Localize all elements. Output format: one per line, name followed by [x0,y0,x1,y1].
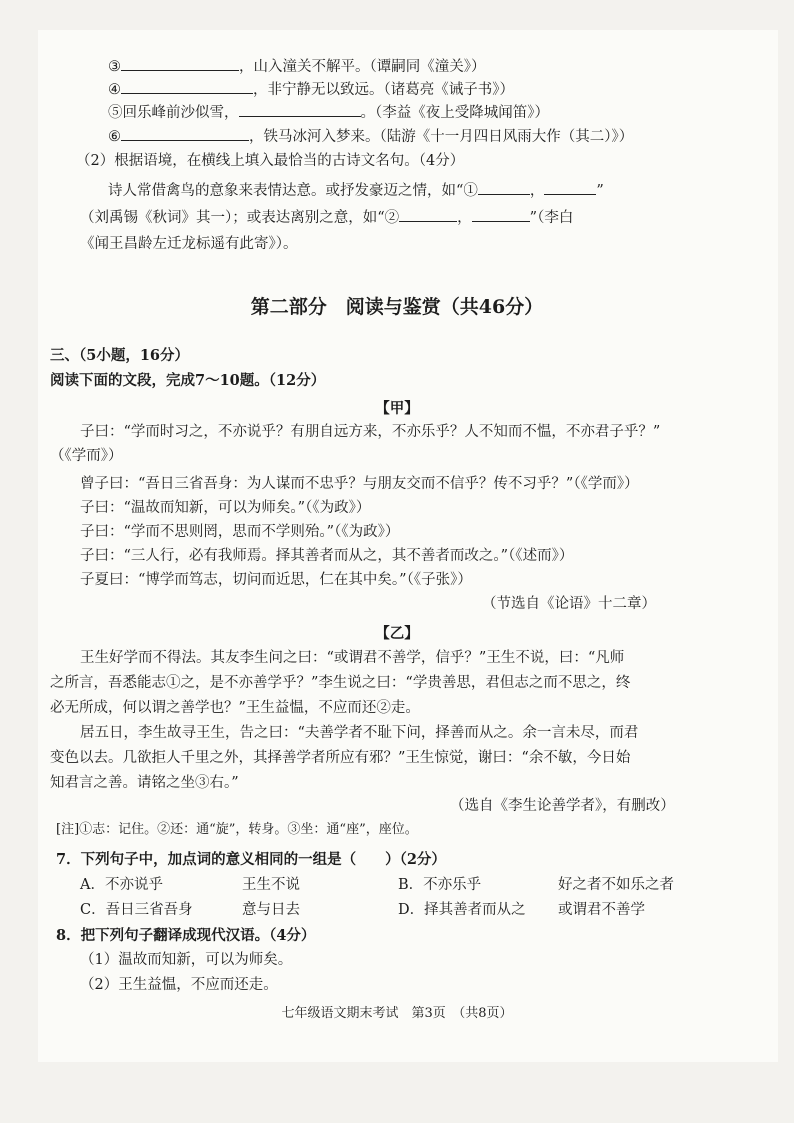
q7-title: 7．下列句子中，加点词的意义相同的一组是（ ）（2分） [56,851,446,868]
passage-yi-tag: 【乙】 [375,625,419,642]
yi-line-4: 居五日，李生故寻王生，告之曰：“夫善学者不耻下问，择善而从之。余一言未尽，而君 [80,725,639,741]
item-text: ，非宁静无以致远。（诸葛亮《诫子书》） [253,82,514,98]
jia-line-1: 子曰：“学而时习之，不亦说乎？有朋自远方来，不亦乐乎？人不知而不愠，不亦君子乎？” [80,424,661,440]
reading-instructions: 阅读下面的文段，完成7～10题。（12分） [50,372,326,389]
part-2-title: 第二部分 阅读与鉴赏（共46分） [250,296,544,318]
q2-text: ” [596,183,604,199]
item-number: ⑥ [108,129,121,145]
jia-line-5: 子曰：“学而不思则罔，思而不学则殆。”（《为政》） [80,524,400,540]
item-number: ⑤ [108,105,123,121]
item-text: ，铁马冰河入梦来。（陆游《十一月四日风雨大作（其二）》） [249,129,634,145]
yi-line-6: 知君言之善。请铭之坐③右。” [50,775,239,791]
yi-source: （选自《李生论善学者》，有删改） [450,798,675,814]
fill-item-6 [108,126,633,147]
page-footer: 七年级语文期末考试 第3页 （共8页） [281,1006,513,1021]
jia-line-2: （《学而》） [50,448,123,464]
q8-title: 8．把下列句子翻译成现代汉语。（4分） [56,927,316,944]
passage-jia-tag: 【甲】 [375,400,419,417]
q7-option-c-pair: 意与日去 [242,902,300,918]
q7-option-d-pair: 或谓君不善学 [558,902,645,918]
annotation-note: [注]①志：记住。②还：通“旋”，转身。③坐：通“座”，座位。 [56,822,418,837]
q7-option-d[interactable]: D．择其善者而从之 [398,902,526,918]
q2-text: （刘禹锡《秋词》其一）；或表达离别之意，如“② [80,210,400,226]
q2-line-1 [108,180,604,201]
item-text: 。（李益《夜上受降城闻笛》） [360,105,549,121]
yi-line-3: 必无所成，何以谓之善学也？”王生益愠，不应而还②走。 [50,700,420,716]
item-number: ④ [108,82,121,98]
q2-line-3: 《闻王昌龄左迁龙标遥有此寄》）。 [80,236,298,252]
jia-line-6: 子曰：“三人行，必有我师焉。择其善者而从之，其不善者而改之。”（《述而》） [80,548,574,564]
yi-line-5: 变色以去。几欲拒人千里之外，其择善学者所应有邪？”王生惊觉，谢曰：“余不敏，今日始 [50,750,631,766]
q7-option-c[interactable]: C．吾日三省吾身 [80,902,193,918]
q2-text: 诗人常借禽鸟的意象来表情达意。或抒发豪迈之情，如“① [108,183,478,199]
yi-line-2: 之所言，吾悉能志①之，是不亦善学乎？”李生说之曰：“学贵善思，君但志之而不思之，终 [50,675,631,691]
fill-item-4 [108,79,514,100]
q7-option-b-pair: 好之者不如乐之者 [558,877,674,893]
fill-item-5 [108,102,549,123]
answer-blank [121,79,253,94]
q7-option-a-pair: 王生不说 [242,877,300,893]
answer-blank-2a [399,207,457,222]
answer-blank [121,126,249,141]
q7-option-a[interactable]: A．不亦说乎 [80,877,163,893]
q8-sentence-2: （2）王生益愠，不应而还走。 [80,977,278,993]
q2-text: ， [457,210,472,226]
item-number: ③ [108,59,121,75]
item-text-pre: 回乐峰前沙似雪， [122,105,239,121]
answer-blank [239,102,361,117]
fill-item-3 [108,56,486,77]
item-text: ，山入潼关不解平。（谭嗣同《潼关》） [239,59,486,75]
q2-text: ”（李白 [529,210,574,226]
answer-blank-1b [544,180,596,195]
section-3-heading: 三、（5小题，16分） [50,347,190,364]
jia-line-7: 子夏曰：“博学而笃志，切问而近思，仁在其中矣。”（《子张》） [80,572,472,588]
yi-line-1: 王生好学而不得法。其友李生问之曰：“或谓君不善学，信乎？”王生不说，曰：“凡师 [80,650,625,666]
q2-text: ， [529,183,545,199]
jia-source: （节选自《论语》十二章） [482,596,656,612]
answer-blank-2b [472,207,530,222]
jia-line-4: 子曰：“温故而知新，可以为师矣。”（《为政》） [80,500,371,516]
q2-line-2 [80,207,573,228]
answer-blank [121,56,239,71]
answer-blank-1a [478,180,530,195]
jia-line-3: 曾子曰：“吾日三省吾身：为人谋而不忠乎？与朋友交而不信乎？传不习乎？”（《学而》） [80,476,639,492]
q7-option-b[interactable]: B．不亦乐乎 [398,877,482,893]
q2-title: （2）根据语境，在横线上填入最恰当的古诗文名句。（4分） [76,153,465,169]
q8-sentence-1: （1）温故而知新，可以为师矣。 [80,952,293,968]
